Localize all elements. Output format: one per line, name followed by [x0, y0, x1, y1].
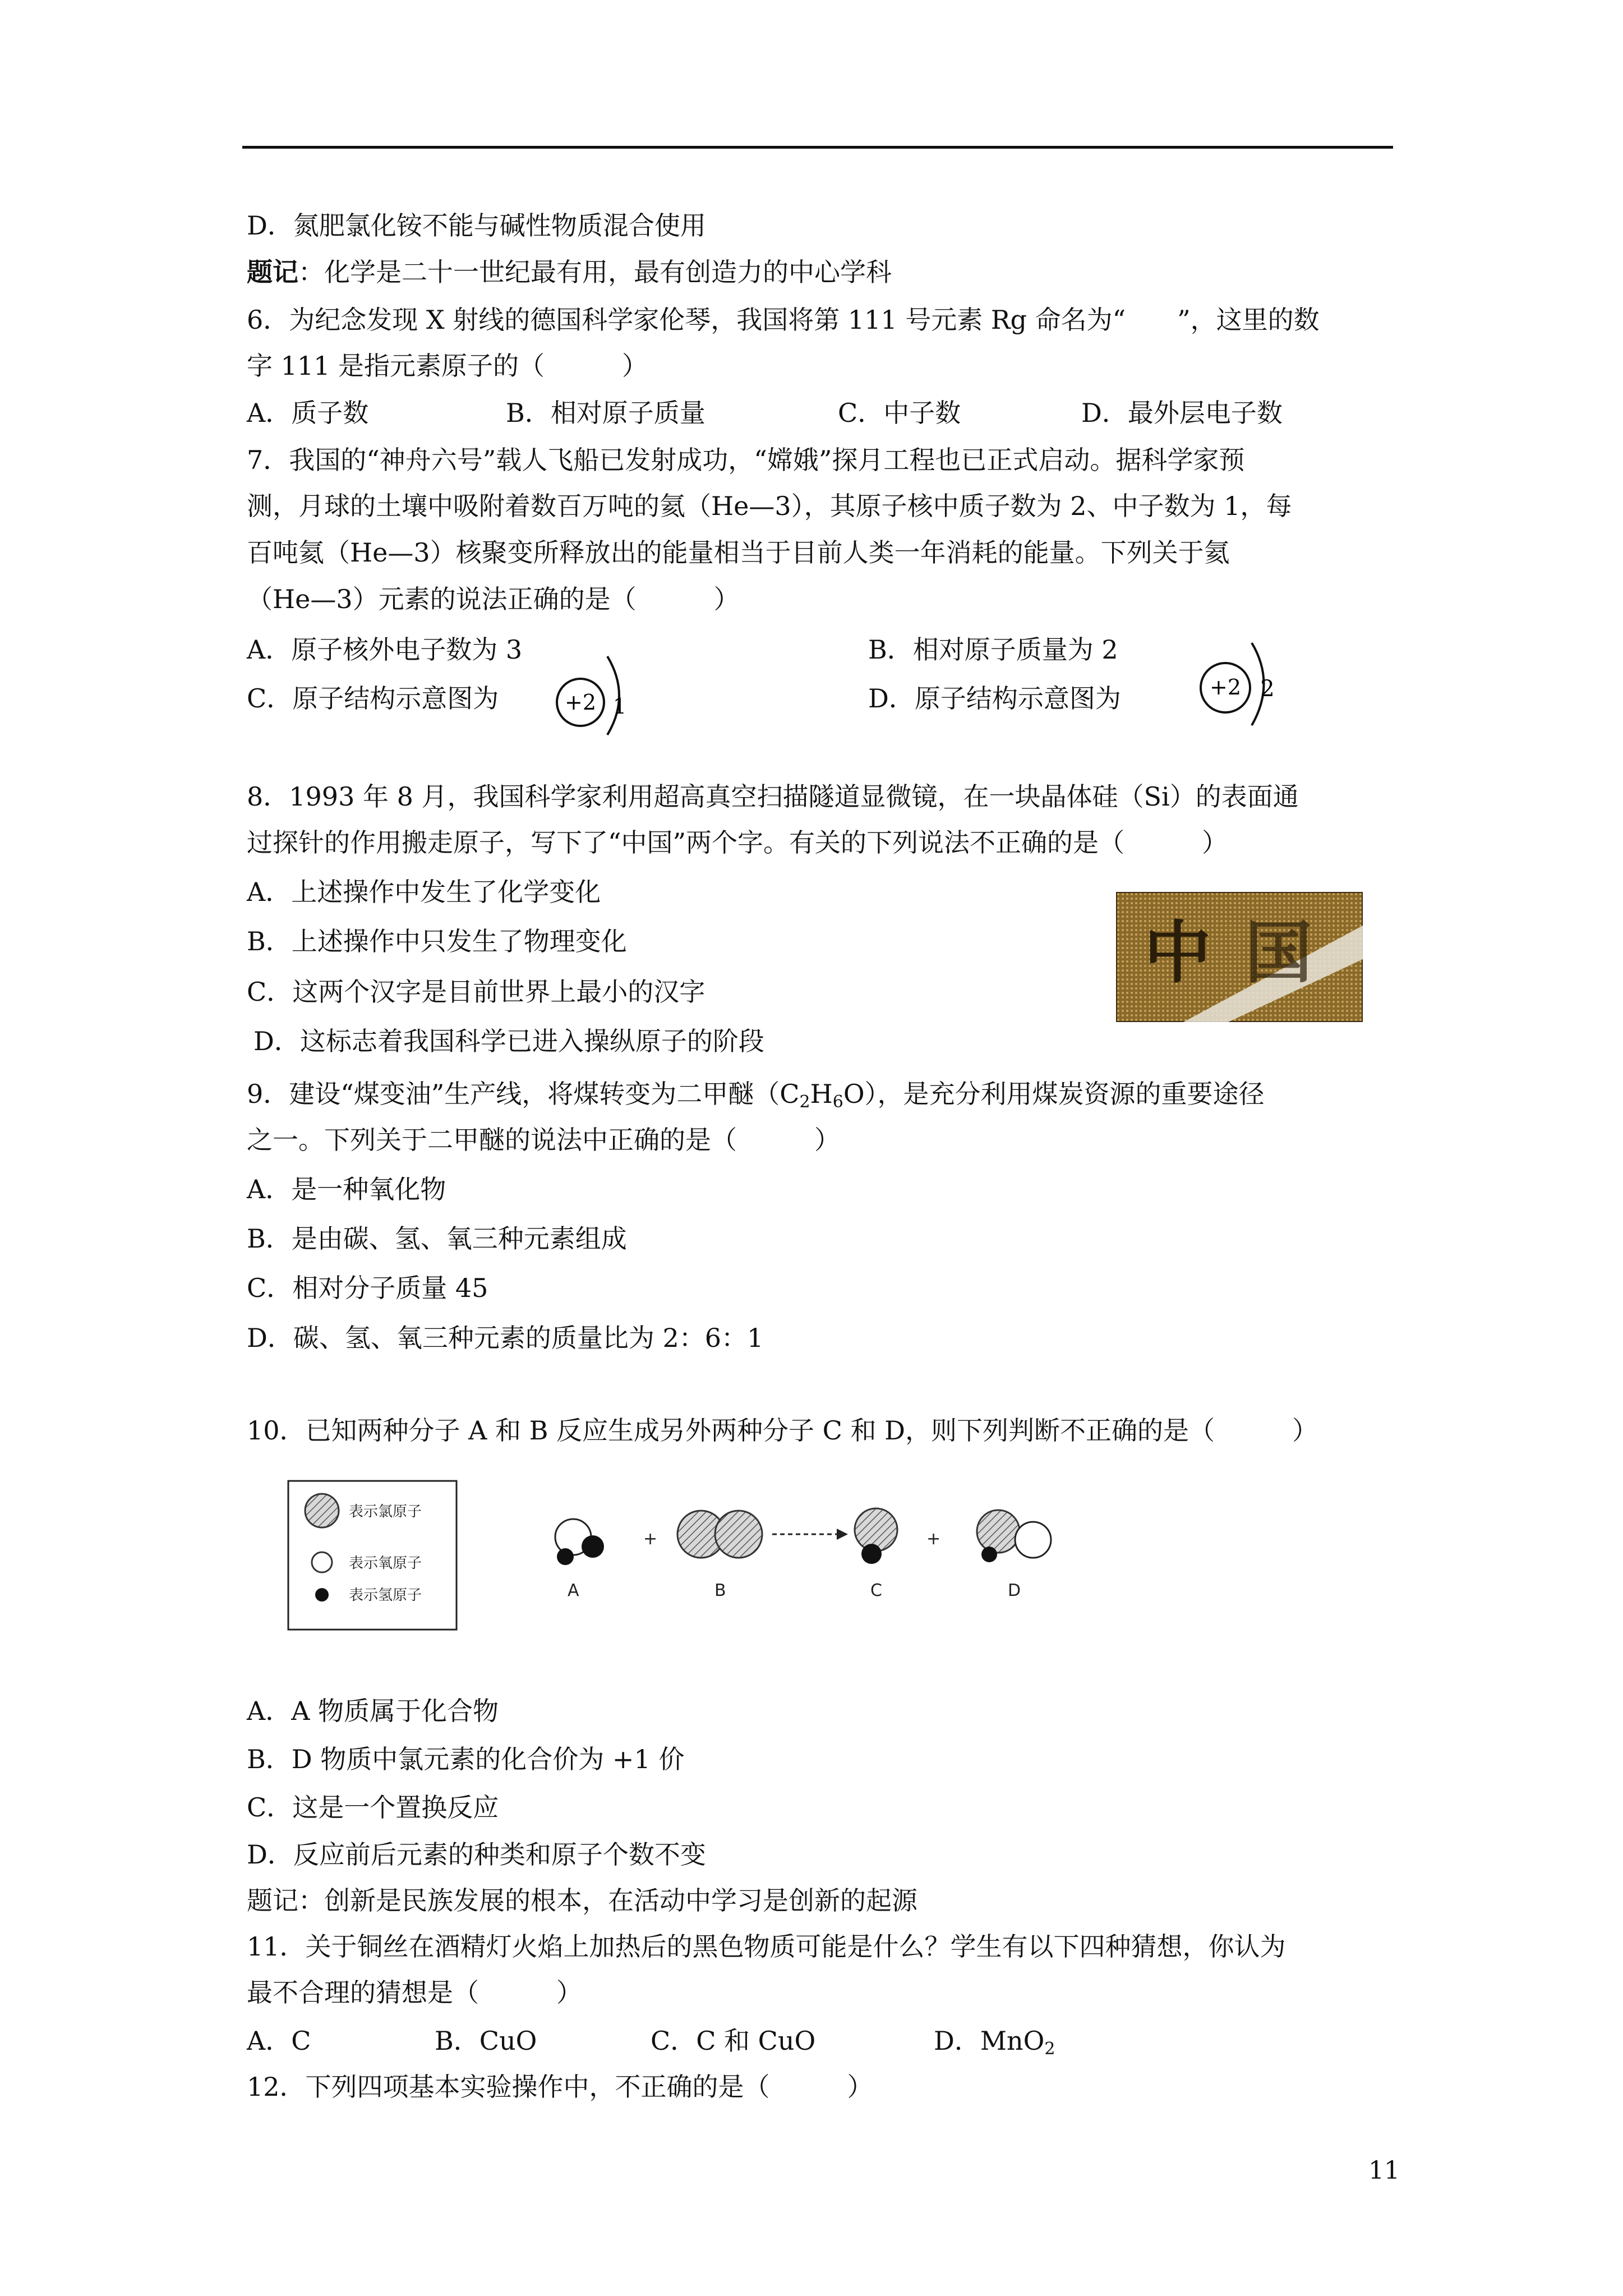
q8-option-b: B．上述操作中只发生了物理变化: [247, 926, 627, 956]
q10-option-b: B．D 物质中氯元素的化合价为 +1 价: [247, 1744, 685, 1774]
note-line-1: [247, 255, 892, 289]
plus-sign-1: +: [643, 1529, 658, 1549]
plus-sign-2: +: [926, 1529, 941, 1549]
q12-line-1: 12．下列四项基本实验操作中，不正确的是（ ）: [247, 2072, 873, 2102]
molecule-b: [677, 1511, 762, 1600]
q6-option-a: A．质子数: [247, 398, 369, 428]
q7-option-a: A．原子核外电子数为 3: [247, 634, 523, 665]
q11-d-text: D．MnO: [934, 2026, 1045, 2056]
stm-silicon-photo: [1116, 892, 1363, 1022]
q11-option-d: [934, 2024, 1055, 2058]
q11-line-1: 11．关于铜丝在酒精灯火焰上加热后的黑色物质可能是什么？学生有以下四种猜想，你认为: [247, 1931, 1286, 1962]
q9-sub-2: 6: [832, 1092, 843, 1112]
q11-option-a: A．C: [247, 2026, 311, 2056]
q9-sub-1: 2: [799, 1092, 810, 1112]
q10-line-1: 10．已知两种分子 A 和 B 反应生成另外两种分子 C 和 D，则下列判断不正确的是（ ）: [247, 1415, 1318, 1446]
legend-hydrogen-label: 表示氢原子: [349, 1587, 422, 1604]
q11-line-2: 最不合理的猜想是（ ）: [247, 1977, 582, 2008]
label-a: A: [568, 1581, 579, 1600]
note-label: 题记: [247, 257, 298, 287]
reaction-diagram: [287, 1478, 1083, 1641]
q9-option-c: C．相对分子质量 45: [247, 1273, 488, 1303]
q7-line-4: （He—3）元素的说法正确的是（ ）: [247, 584, 740, 614]
q6-line-1: 6．为纪念发现 X 射线的德国科学家伦琴，我国将第 111 号元素 Rg 命名为“ ”，这里的数: [247, 305, 1320, 335]
q9-text-b: H: [810, 1079, 833, 1109]
q7-line-3: 百吨氦（He—3）核聚变所释放出的能量相当于目前人类一年消耗的能量。下列关于氦: [247, 537, 1230, 568]
q10-option-a: A．A 物质属于化合物: [247, 1696, 499, 1726]
atom-diagram-d: [1189, 638, 1301, 728]
q9-option-d: D．碳、氢、氧三种元素的质量比为 2：6：1: [247, 1323, 764, 1353]
atom-diagram-c: [547, 651, 659, 740]
q6-option-b: B．相对原子质量: [506, 398, 706, 428]
header-rule: [242, 146, 1393, 149]
legend-oxygen-label: 表示氧原子: [349, 1555, 422, 1572]
q7-option-d: D．原子结构示意图为: [868, 683, 1121, 714]
q8-option-d: D．这标志着我国科学已进入操纵原子的阶段: [253, 1026, 764, 1056]
q6-option-c: C．中子数: [838, 398, 961, 428]
label-c: C: [870, 1581, 882, 1600]
q9-option-a: A．是一种氧化物: [247, 1174, 446, 1204]
note-text: ：化学是二十一世纪最有用，最有创造力的中心学科: [298, 257, 892, 287]
legend-box: [288, 1481, 457, 1630]
q8-option-c: C．这两个汉字是目前世界上最小的汉字: [247, 977, 706, 1007]
legend-chlorine-symbol: [305, 1494, 339, 1527]
legend-oxygen-symbol: [312, 1552, 332, 1572]
q9-line-1: [247, 1077, 1265, 1111]
q7-option-b: B．相对原子质量为 2: [868, 634, 1118, 665]
q10-option-d: D．反应前后元素的种类和原子个数不变: [247, 1839, 706, 1870]
q6-option-d: D．最外层电子数: [1081, 398, 1283, 428]
q5-option-d: D．氮肥氯化铵不能与碱性物质混合使用: [247, 210, 706, 241]
char-zhong: 中: [1144, 914, 1211, 992]
q7-option-c: C．原子结构示意图为: [247, 683, 499, 714]
q9-text-c: O），是充分利用煤炭资源的重要途径: [843, 1079, 1265, 1109]
legend-hydrogen-symbol: [315, 1588, 329, 1602]
shell-electron-count: 2: [1260, 676, 1275, 702]
q7-line-1: 7．我国的“神舟六号”载人飞船已发射成功，“嫦娥”探月工程也已正式启动。据科学家预: [247, 445, 1245, 475]
nucleus-charge: +2: [564, 690, 597, 715]
q8-option-a: A．上述操作中发生了化学变化: [247, 877, 601, 907]
q9-line-2: 之一。下列关于二甲醚的说法中正确的是（ ）: [247, 1125, 840, 1155]
q11-option-b: B．CuO: [435, 2026, 537, 2056]
legend-chlorine-label: 表示氯原子: [349, 1503, 422, 1520]
nucleus-charge: +2: [1209, 675, 1242, 700]
q10-option-c: C．这是一个置换反应: [247, 1792, 499, 1823]
label-b: B: [714, 1581, 726, 1600]
q8-line-1: 8．1993 年 8 月，我国科学家利用超高真空扫描隧道显微镜，在一块晶体硅（Si）的表面通: [247, 781, 1299, 812]
char-guo: 国: [1245, 914, 1312, 992]
reaction-arrow: [772, 1529, 848, 1540]
q11-option-c: C．C 和 CuO: [651, 2026, 816, 2056]
note-line-2: 题记：创新是民族发展的根本，在活动中学习是创新的起源: [247, 1885, 917, 1916]
q7-line-2: 测，月球的土壤中吸附着数百万吨的氦（He—3），其原子核中质子数为 2、中子数为 1，每: [247, 491, 1292, 521]
q9-text-a: 9．建设“煤变油”生产线，将煤转变为二甲醚（C: [247, 1079, 800, 1109]
q6-line-2: 字 111 是指元素原子的（ ）: [247, 351, 648, 381]
molecule-d: [977, 1510, 1051, 1600]
q9-option-b: B．是由碳、氢、氧三种元素组成: [247, 1223, 627, 1254]
q8-line-2: 过探针的作用搬走原子，写下了“中国”两个字。有关的下列说法不正确的是（ ）: [247, 827, 1228, 858]
molecule-c: [855, 1508, 897, 1600]
shell-electron-count: 1: [612, 694, 627, 719]
label-d: D: [1008, 1581, 1021, 1600]
q11-d-sub: 2: [1044, 2039, 1055, 2059]
molecule-a: [555, 1519, 604, 1600]
page-number: 11: [1368, 2156, 1400, 2185]
